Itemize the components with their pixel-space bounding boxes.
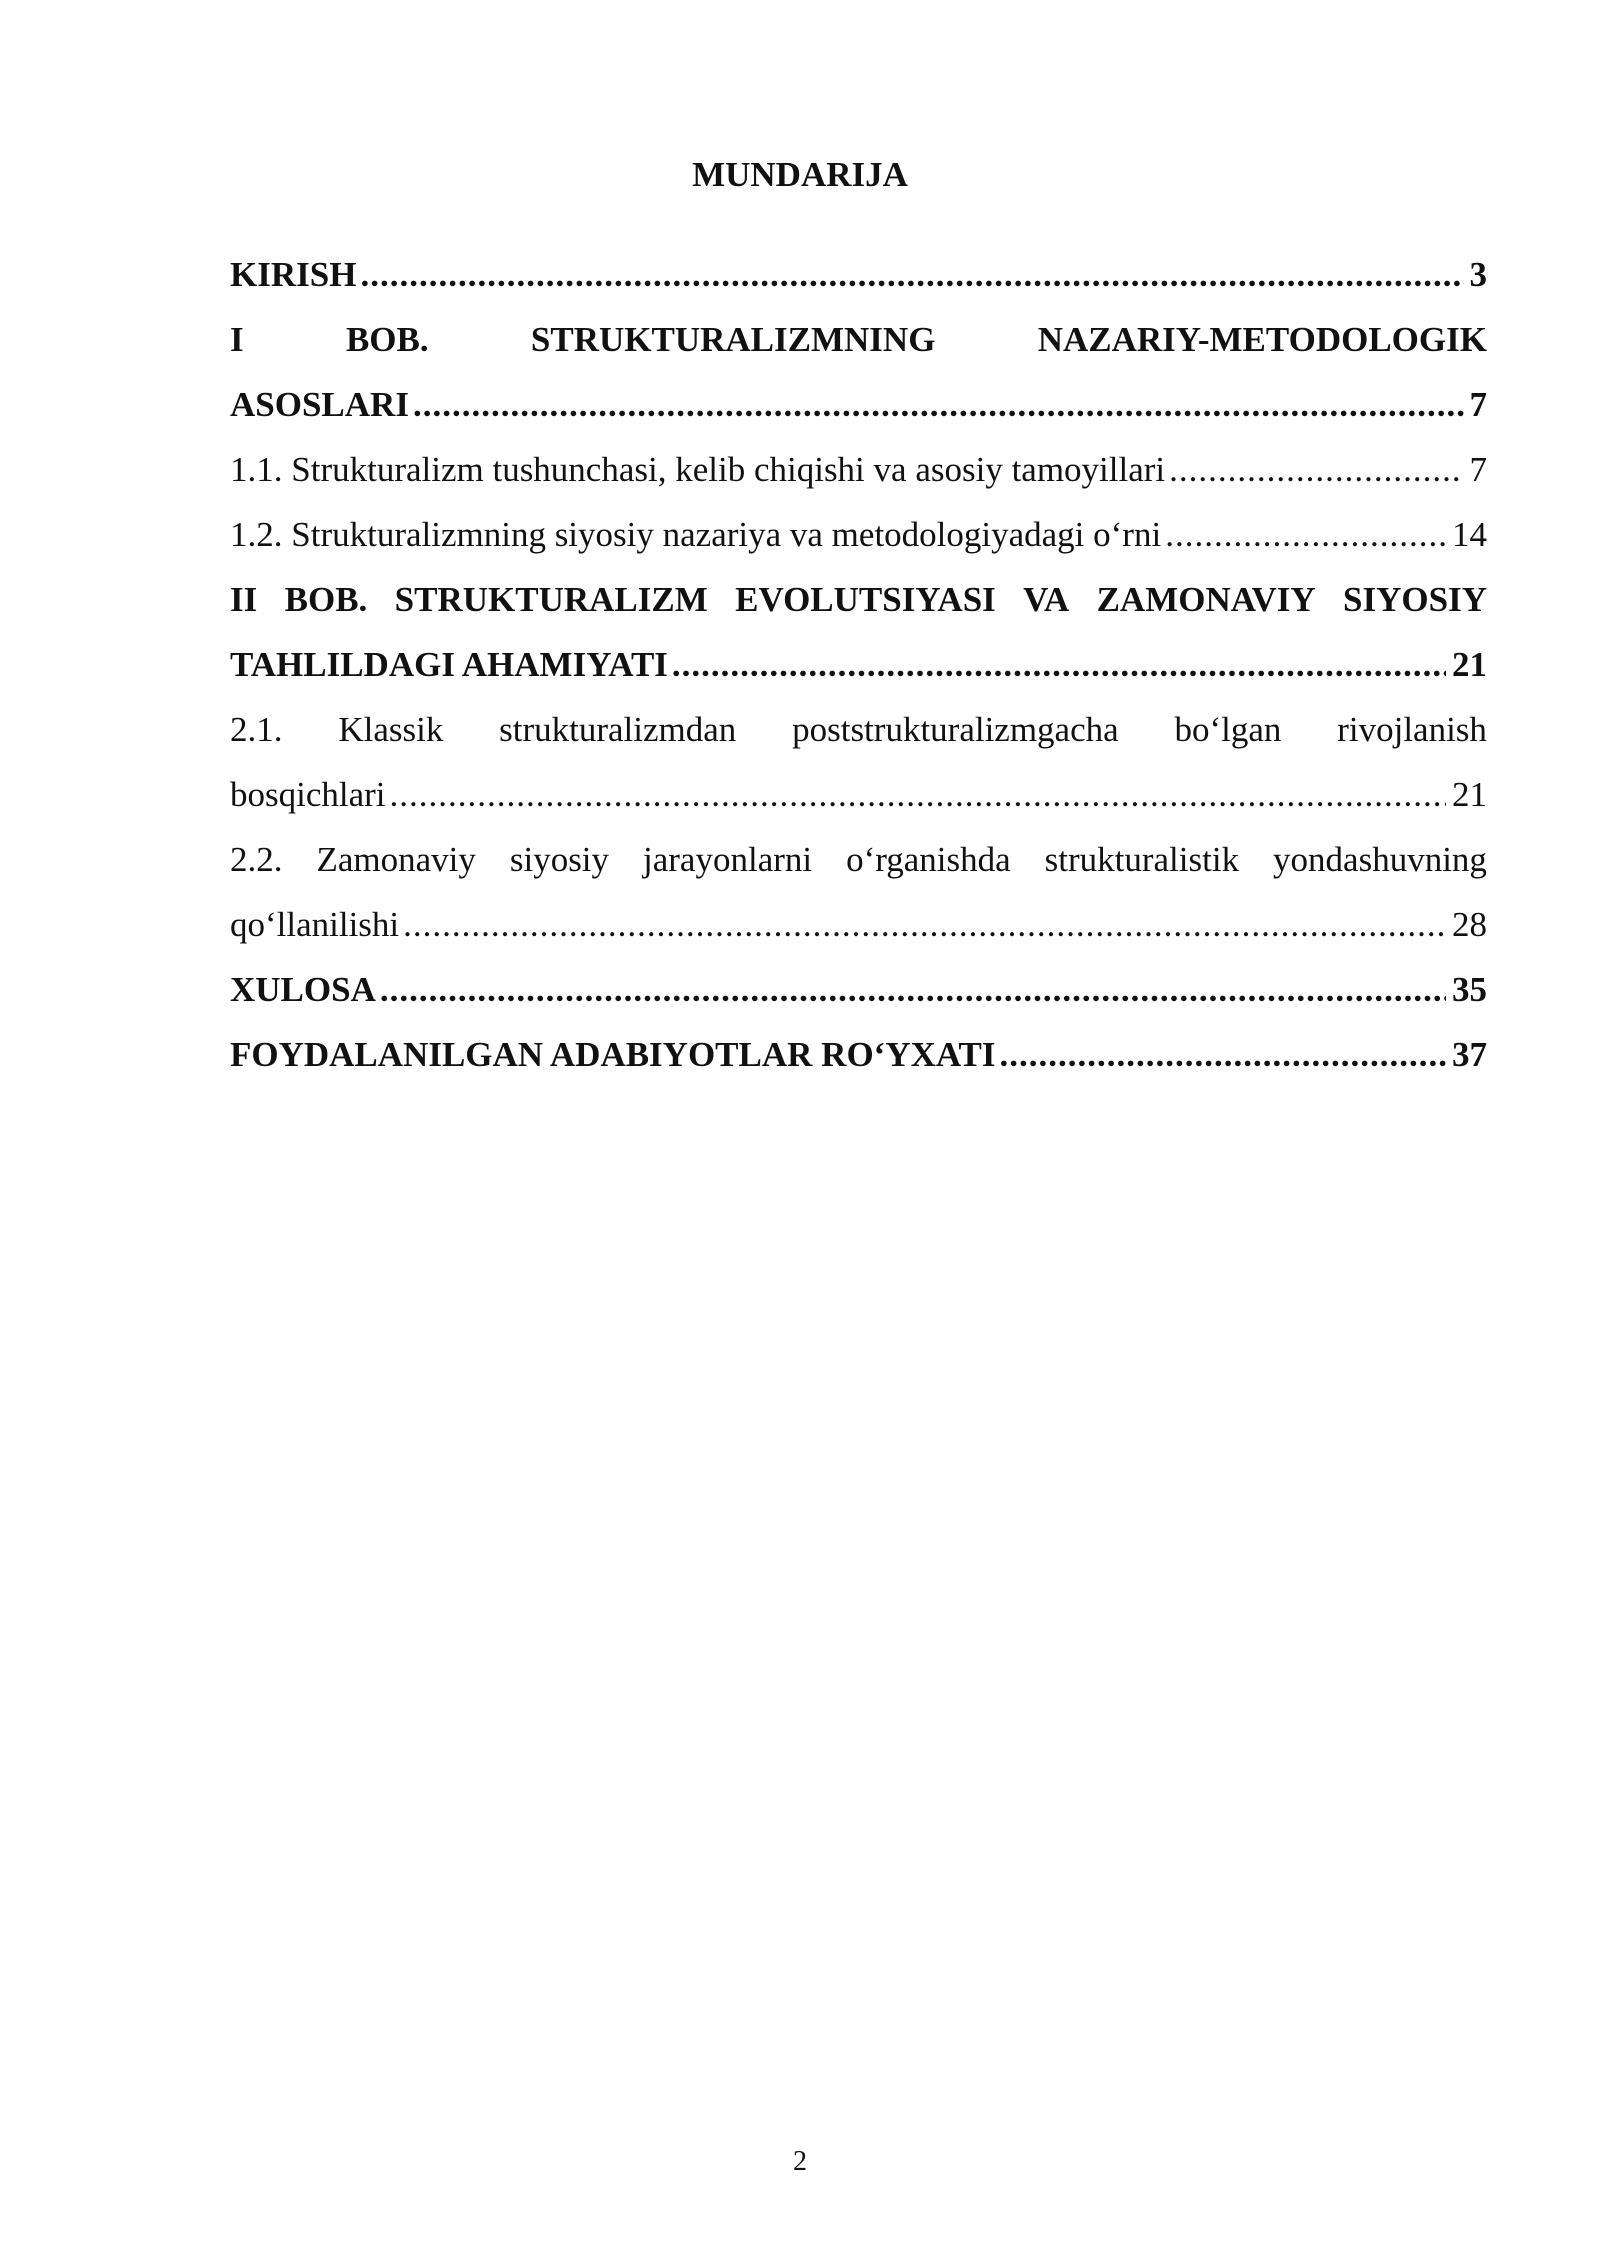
toc-word: NAZARIY-METODOLOGIK [1037,320,1487,359]
toc-entry-references[interactable] [230,1022,1487,1087]
toc-entry-title: ASOSLARI [230,385,409,424]
dot-leader [380,957,1446,1022]
page-number: 2 [793,2146,807,2177]
toc-entry-chapter-2-line-2[interactable] [230,632,1487,697]
toc-entry-title: TAHLILDAGI AHAMIYATI [230,645,668,684]
toc-word: yondashuvning [1273,840,1487,879]
toc-word: BOB. [345,320,429,359]
toc-entry-page: 21 [1452,775,1487,814]
toc-word: I [230,320,244,359]
toc-entry-title: qo‘llanilishi [230,905,400,944]
toc-entry-title: bosqichlari [230,775,386,814]
toc-entry-section-1-1[interactable] [230,437,1487,502]
toc-word: strukturalistik [1044,840,1240,879]
toc-word: 2.1. [230,710,283,749]
toc-word: VA [1023,580,1070,619]
toc-word: 2.2. [230,840,283,879]
toc-word: bo‘lgan [1174,710,1282,749]
toc-entry-page: 35 [1452,970,1487,1009]
toc-entry-chapter-2-line-1[interactable] [230,567,1487,632]
toc-entry-title: KIRISH [230,255,357,294]
toc-entry-chapter-1-line-2[interactable] [230,372,1487,437]
dot-leader [672,632,1446,697]
toc-entry-xulosa[interactable] [230,957,1487,1022]
toc-word: ZAMONAVIY [1096,580,1316,619]
toc-word: rivojlanish [1337,710,1487,749]
dot-leader [360,242,1463,307]
toc-word: STRUKTURALIZM [394,580,708,619]
toc-entry-title: 1.1. Strukturalizm tushunchasi, kelib chiqishi va asosiy tamoyillari [230,450,1166,489]
toc-entry-page: 21 [1452,645,1487,684]
toc-entry-title: FOYDALANILGAN ADABIYOTLAR RO‘YXATI [230,1035,996,1074]
toc-word: strukturalizmdan [499,710,737,749]
dot-leader [1165,502,1446,567]
dot-leader [1169,437,1463,502]
toc-entry-chapter-1-line-1[interactable] [230,307,1487,372]
toc-entry-page: 3 [1469,255,1487,294]
toc-entry-section-2-2-line-1[interactable] [230,827,1487,892]
toc-entry-section-2-1-line-1[interactable] [230,697,1487,762]
toc-word: jarayonlarni [643,840,813,879]
toc-word: poststrukturalizmgacha [792,710,1119,749]
toc-word: SIYOSIY [1343,580,1487,619]
toc-word: II [230,580,258,619]
page-title: MUNDARIJA [692,155,908,194]
toc-word: Zamonaviy [316,840,476,879]
dot-leader [1000,1022,1446,1087]
toc-entry-section-1-2[interactable] [230,502,1487,567]
toc-entry-title: 1.2. Strukturalizmning siyosiy nazariya va metodologiyadagi o‘rni [230,515,1162,554]
toc-word: o‘rganishda [846,840,1011,879]
dot-leader [413,372,1464,437]
toc-entry-page: 7 [1469,385,1487,424]
dot-leader [403,892,1446,957]
dot-leader [390,762,1446,827]
toc-word: BOB. [284,580,368,619]
toc-entry-page: 7 [1469,450,1487,489]
toc-word: STRUKTURALIZMNING [530,320,936,359]
toc-word: Klassik [338,710,444,749]
toc-entry-page: 37 [1452,1035,1487,1074]
table-of-contents [230,242,1487,1087]
toc-entry-page: 28 [1452,905,1487,944]
toc-entry-title: XULOSA [230,970,376,1009]
toc-entry-kirish[interactable] [230,242,1487,307]
toc-entry-section-2-1-line-2[interactable] [230,762,1487,827]
toc-entry-section-2-2-line-2[interactable] [230,892,1487,957]
toc-entry-page: 14 [1452,515,1487,554]
toc-word: siyosiy [509,840,610,879]
toc-word: EVOLUTSIYASI [735,580,996,619]
